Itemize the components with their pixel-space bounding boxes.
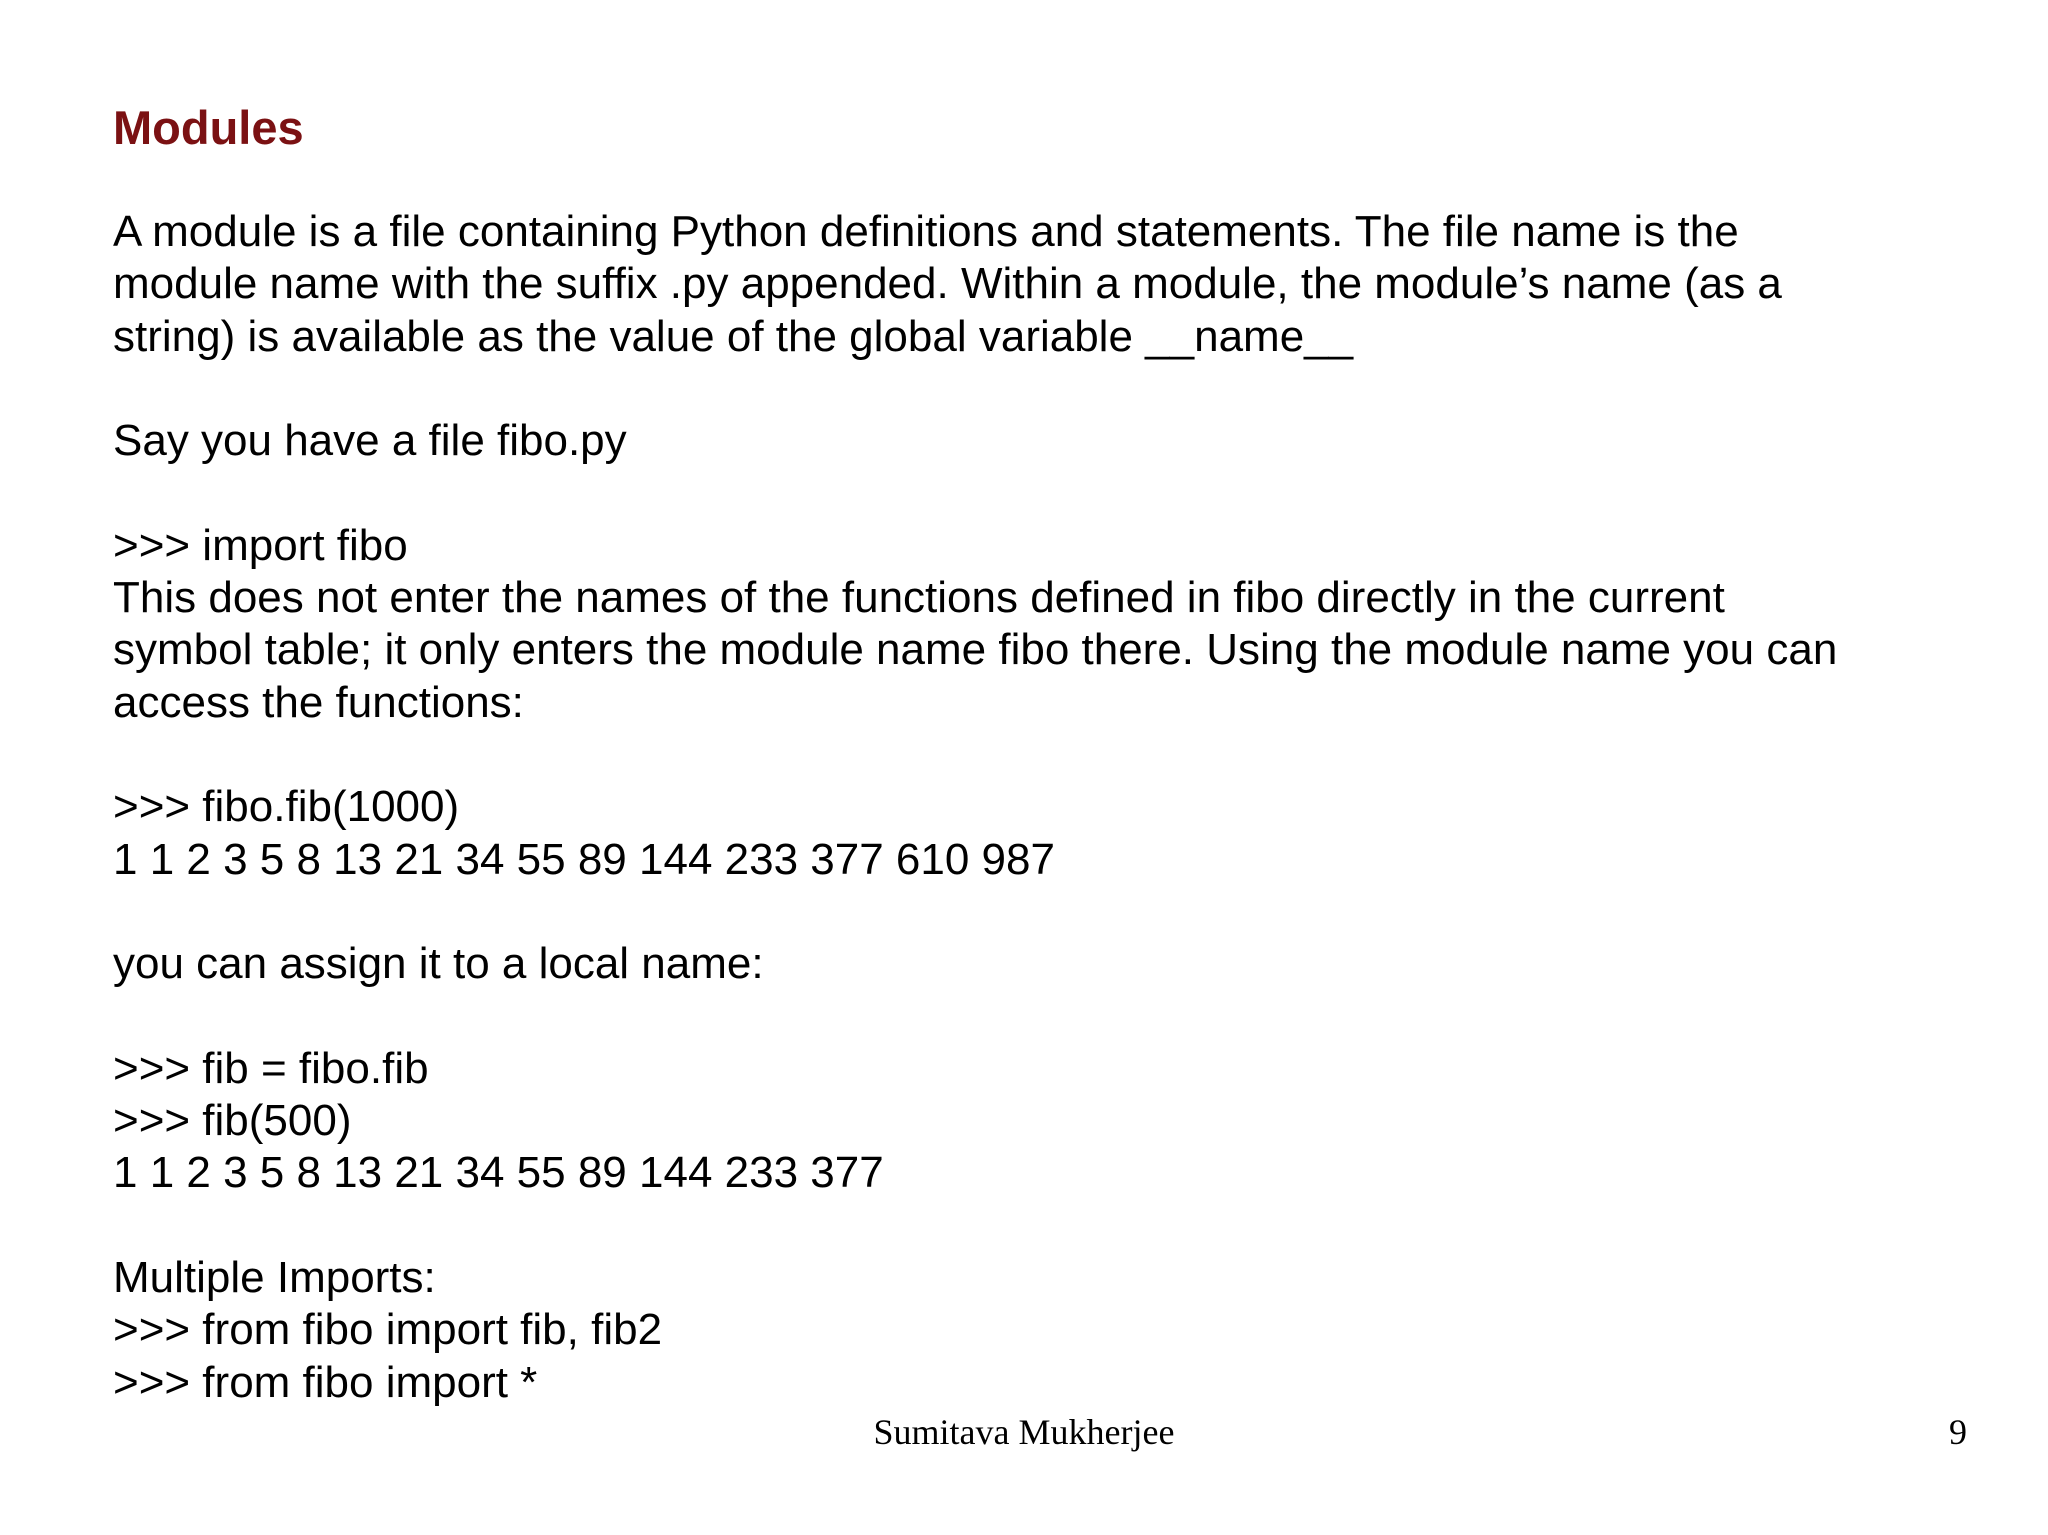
spacer <box>113 729 1993 781</box>
footer-author: Sumitava Mukherjee <box>873 1412 1175 1452</box>
code-line: >>> import fibo <box>113 520 408 570</box>
section-label: Multiple Imports: <box>113 1252 436 1302</box>
text-line: symbol table; it only enters the module name fibo there. Using the module name you can <box>113 625 1838 675</box>
code-line: >>> fib = fibo.fib <box>113 1043 429 1093</box>
output-line: 1 1 2 3 5 8 13 21 34 55 89 144 233 377 <box>113 1148 884 1198</box>
text-line: access the functions: <box>113 677 524 727</box>
page-number: 9 <box>1949 1412 1967 1452</box>
text-line: module name with the suffix .py appended. Within a module, the module’s name (as a <box>113 259 1782 309</box>
intro-paragraph <box>113 206 1993 363</box>
text-line: A module is a file containing Python definitions and statements. The file name is the <box>113 207 1739 256</box>
assign-line: you can assign it to a local name: <box>113 939 764 989</box>
spacer <box>113 1200 1993 1252</box>
say-line: Say you have a file fibo.py <box>113 416 627 466</box>
code-line: >>> from fibo import fib, fib2 <box>113 1305 663 1355</box>
import-explanation <box>113 520 1993 729</box>
output-line: 1 1 2 3 5 8 13 21 34 55 89 144 233 377 610 987 <box>113 834 1055 884</box>
text-line: string) is available as the value of the global variable __name__ <box>113 311 1354 361</box>
slide-body <box>113 206 1993 1409</box>
text-line: This does not enter the names of the functions defined in fibo directly in the current <box>113 573 1725 623</box>
spacer <box>113 363 1993 415</box>
spacer <box>113 467 1993 519</box>
code-line: >>> fib(500) <box>113 1096 352 1146</box>
multiple-imports-example <box>113 1252 1993 1409</box>
slide-title: Modules <box>113 101 304 154</box>
spacer <box>113 990 1993 1042</box>
code-line: >>> from fibo import * <box>113 1357 538 1407</box>
local-name-example <box>113 1043 1993 1200</box>
code-line: >>> fibo.fib(1000) <box>113 782 460 832</box>
spacer <box>113 886 1993 938</box>
fib-call-example <box>113 781 1993 886</box>
